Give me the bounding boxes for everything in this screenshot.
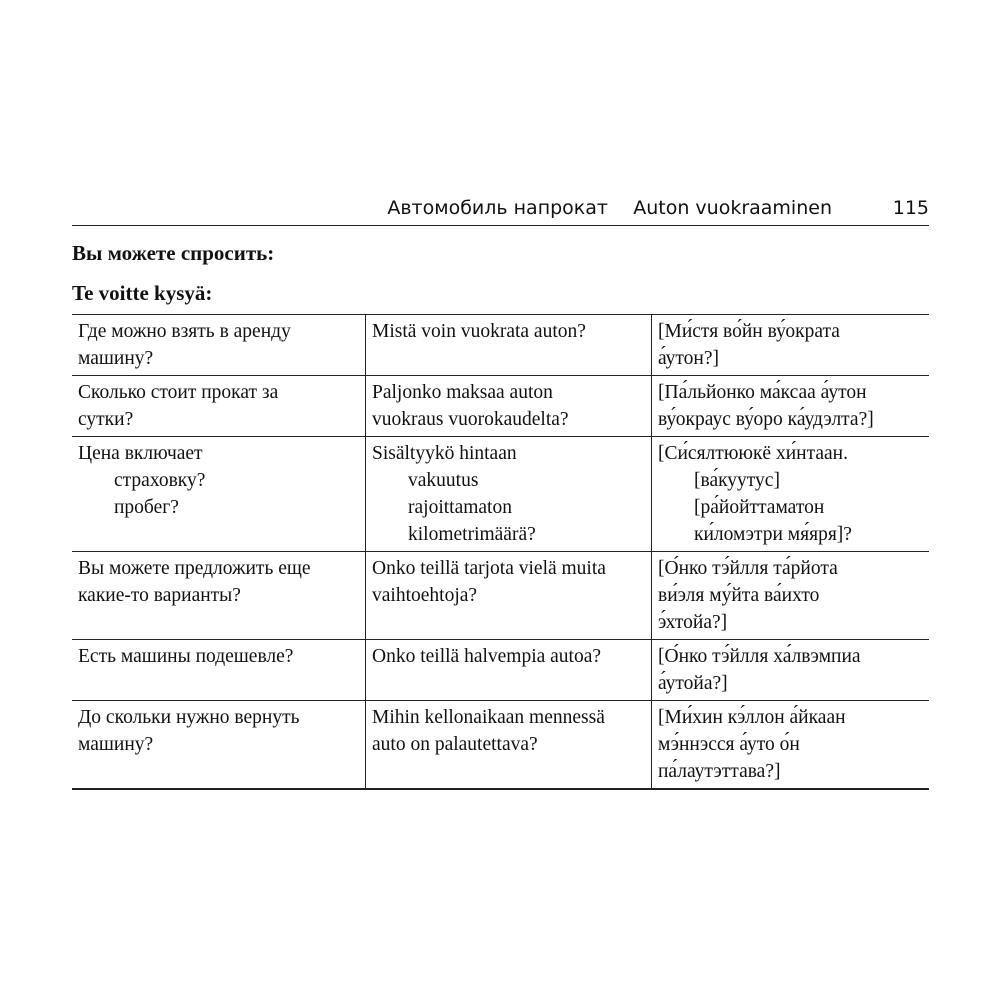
page-number: 115 bbox=[892, 197, 929, 219]
russian-line: страховку? bbox=[114, 470, 206, 491]
transcription-line: [ва́куутус] bbox=[694, 470, 780, 491]
russian-line: пробег? bbox=[114, 497, 179, 518]
russian-line: сутки? bbox=[78, 409, 134, 430]
table-row bbox=[72, 376, 929, 437]
russian-line: До скольки нужно вернуть bbox=[78, 707, 300, 728]
transcription-line: ву́окраус ву́оро ка́удэлта?] bbox=[658, 409, 874, 430]
table-row bbox=[72, 701, 929, 790]
table-row bbox=[72, 552, 929, 640]
russian-line: машину? bbox=[78, 734, 154, 755]
transcription-line: [Па́льйонко ма́ксаа а́утон bbox=[658, 382, 867, 403]
finnish-line: Sisältyykö hintaan bbox=[372, 443, 517, 464]
finnish-line: auto on palautettava? bbox=[372, 734, 538, 755]
russian-line: Вы можете предложить еще bbox=[78, 558, 311, 579]
header-title-fi: Auton vuokraaminen bbox=[633, 197, 832, 219]
transcription-line: [ра́йойттаматон bbox=[694, 497, 825, 518]
finnish-line: Onko teillä halvempia autoa? bbox=[372, 646, 602, 667]
section-heading-fi: Te voitte kysyä: bbox=[72, 281, 213, 305]
finnish-cell bbox=[366, 701, 652, 790]
transcription-line: ви́эля му́йта ва́ихто bbox=[658, 585, 820, 606]
transcription-cell bbox=[652, 552, 930, 640]
running-header bbox=[72, 193, 929, 226]
transcription-line: а́утойа?] bbox=[658, 673, 728, 694]
transcription-line: мэ́ннэсся а́уто о́н bbox=[658, 734, 800, 755]
russian-line: машину? bbox=[78, 348, 154, 369]
finnish-line: vaihtoehtoja? bbox=[372, 585, 478, 606]
table-row bbox=[72, 640, 929, 701]
transcription-cell bbox=[652, 315, 930, 376]
transcription-line: ки́ломэтри мя́яря]? bbox=[694, 524, 852, 545]
russian-cell bbox=[72, 315, 366, 376]
russian-cell bbox=[72, 701, 366, 790]
phrase-table bbox=[72, 314, 929, 790]
table-row bbox=[72, 437, 929, 552]
transcription-line: па́лаутэттава?] bbox=[658, 761, 781, 782]
header-title-ru: Автомобиль напрокат bbox=[387, 197, 608, 219]
transcription-line: а́утон?] bbox=[658, 348, 720, 369]
finnish-line: rajoittamaton bbox=[408, 497, 512, 518]
russian-cell bbox=[72, 376, 366, 437]
transcription-cell bbox=[652, 701, 930, 790]
finnish-line: Onko teillä tarjota vielä muita bbox=[372, 558, 606, 579]
transcription-cell bbox=[652, 437, 930, 552]
russian-line: Цена включает bbox=[78, 443, 203, 464]
finnish-cell bbox=[366, 640, 652, 701]
transcription-line: [О́нко тэ́йлля та́рйота bbox=[658, 558, 838, 579]
section-heading-ru: Вы можете спросить: bbox=[72, 241, 275, 265]
russian-line: Сколько стоит прокат за bbox=[78, 382, 279, 403]
russian-line: какие-то варианты? bbox=[78, 585, 241, 606]
transcription-line: [Ми́стя во́йн ву́ократа bbox=[658, 321, 840, 342]
transcription-cell bbox=[652, 640, 930, 701]
finnish-cell bbox=[366, 437, 652, 552]
finnish-cell bbox=[366, 552, 652, 640]
transcription-line: [Си́сялтююкё хи́нтаан. bbox=[658, 443, 848, 464]
finnish-line: vuokraus vuorokaudelta? bbox=[372, 409, 569, 430]
russian-line: Где можно взять в аренду bbox=[78, 321, 291, 342]
finnish-line: vakuutus bbox=[408, 470, 479, 491]
russian-line: Есть машины подешевле? bbox=[78, 646, 294, 667]
finnish-line: Paljonko maksaa auton bbox=[372, 382, 553, 403]
transcription-line: э́хтойа?] bbox=[658, 612, 728, 633]
finnish-line: Mihin kellonaikaan mennessä bbox=[372, 707, 605, 728]
russian-cell bbox=[72, 552, 366, 640]
finnish-cell bbox=[366, 315, 652, 376]
russian-cell bbox=[72, 640, 366, 701]
finnish-cell bbox=[366, 376, 652, 437]
transcription-cell bbox=[652, 376, 930, 437]
russian-cell bbox=[72, 437, 366, 552]
finnish-line: Mistä voin vuokrata auton? bbox=[372, 321, 586, 342]
transcription-line: [О́нко тэ́йлля ха́лвэмпиа bbox=[658, 646, 861, 667]
transcription-line: [Ми́хин кэ́ллон а́йкаан bbox=[658, 707, 846, 728]
table-row bbox=[72, 315, 929, 376]
finnish-line: kilometrimäärä? bbox=[408, 524, 536, 545]
